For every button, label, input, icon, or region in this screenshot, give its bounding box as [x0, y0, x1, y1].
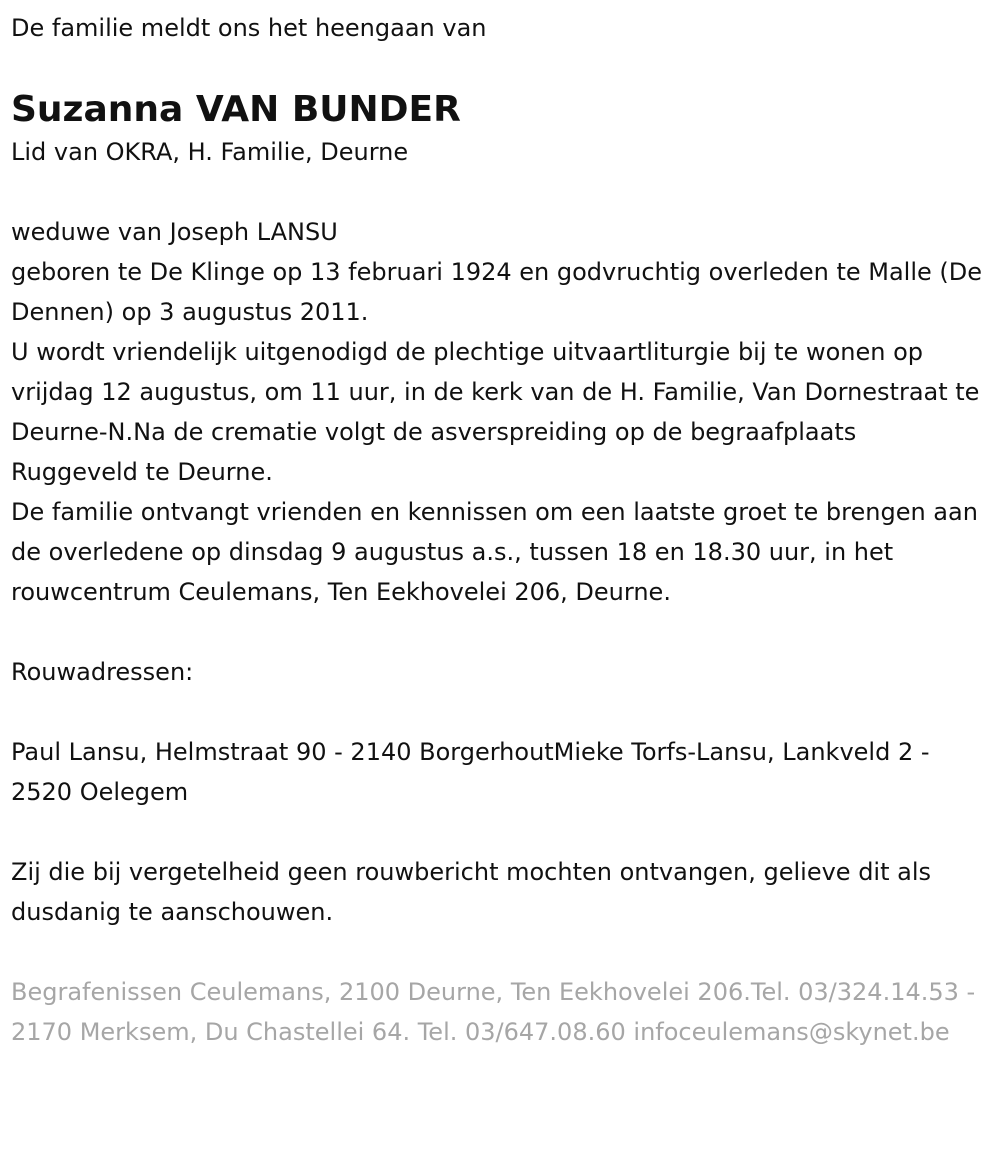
spacer: [11, 172, 988, 212]
spacer: [11, 932, 988, 972]
addresses-heading: Rouwadressen:: [11, 658, 194, 686]
visitation-text: De familie ontvangt vrienden en kennissen om een laatste groet te brengen aan de overledene op dinsdag 9 augustus a.s., tussen 18 en 18.30 uur, in het rouwcentrum Ceulemans, Ten Eekhovelei 206, Deurne.: [11, 498, 986, 606]
intro-text: De familie meldt ons het heengaan van: [11, 14, 487, 42]
spacer: [11, 692, 988, 732]
widow-of-text: weduwe van Joseph LANSU: [11, 218, 338, 246]
addresses-text: Paul Lansu, Helmstraat 90 - 2140 BorgerhoutMieke Torfs-Lansu, Lankveld 2 - 2520 Oelegem: [11, 738, 938, 806]
deceased-name: Suzanna VAN BUNDER: [11, 89, 461, 130]
spacer: [11, 812, 988, 852]
funeral-home-footer: Begrafenissen Ceulemans, 2100 Deurne, Ten Eekhovelei 206.Tel. 03/324.14.53 - 2170 Merksem, Du Chastellei 64. Tel. 03/647.08.60 infoceulemans@skynet.be: [11, 978, 976, 1046]
birth-death-text: geboren te De Klinge op 13 februari 1924 en godvruchtig overleden te Malle (De Dennen) op 3 augustus 2011.: [11, 258, 990, 326]
invitation-text: U wordt vriendelijk uitgenodigd de plechtige uitvaartliturgie bij te wonen op vrijdag 12 augustus, om 11 uur, in de kerk van de H. Familie, Van Dornestraat te Deurne-N.Na de crematie volgt de asverspreiding op de begraafplaats: [11, 338, 988, 446]
spacer: [11, 612, 988, 652]
membership-text: Lid van OKRA, H. Familie, Deurne: [11, 138, 409, 166]
closing-text: Zij die bij vergetelheid geen rouwbericht mochten ontvangen, gelieve dit als dusdanig te aanschouwen.: [11, 858, 939, 926]
cemetery-text: Ruggeveld te Deurne.: [11, 458, 273, 486]
